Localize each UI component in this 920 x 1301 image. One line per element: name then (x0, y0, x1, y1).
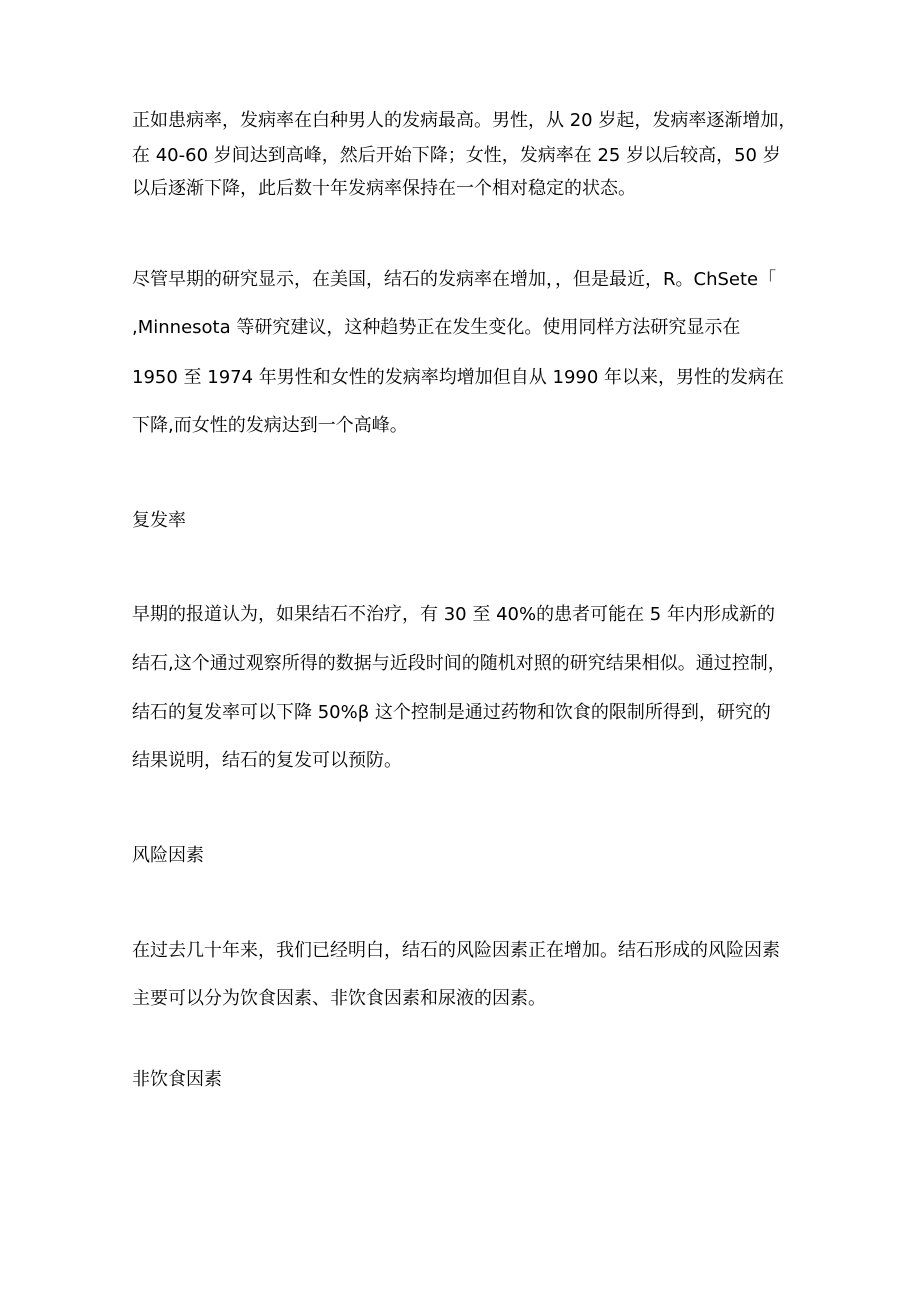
paragraph-3-line-2: 结石,这个通过观察所得的数据与近段时间的随机对照的研究结果相似。通过控制， (132, 653, 786, 674)
paragraph-2-line-4: 下降,而女性的发病达到一个高峰。 (132, 415, 408, 436)
heading-risk-factors: 风险因素 (132, 845, 204, 866)
heading-non-dietary-factors: 非饮食因素 (132, 1069, 222, 1090)
paragraph-4-line-2: 主要可以分为饮食因素、非饮食因素和尿液的因素。 (132, 988, 546, 1009)
paragraph-4-line-1: 在过去几十年来，我们已经明白，结石的风险因素正在增加。结石形成的风险因素 (132, 940, 780, 961)
paragraph-3-line-4: 结果说明，结石的复发可以预防。 (132, 750, 402, 771)
paragraph-1-line-1: 正如患病率，发病率在白种男人的发病最高。男性，从 20 岁起，发病率逐渐增加， (132, 110, 797, 131)
paragraph-3-line-3: 结石的复发率可以下降 50%β 这个控制是通过药物和饮食的限制所得到，研究的 (132, 702, 771, 723)
paragraph-1-line-3: 以后逐渐下降，此后数十年发病率保持在一个相对稳定的状态。 (132, 178, 636, 199)
paragraph-2-line-1: 尽管早期的研究显示，在美国，结石的发病率在增加，，但是最近，R。ChSete「 (132, 269, 777, 290)
paragraph-3-line-1: 早期的报道认为，如果结石不治疗，有 30 至 40%的患者可能在 5 年内形成新的 (132, 604, 775, 625)
paragraph-2-line-3: 1950 至 1974 年男性和女性的发病率均增加但自从 1990 年以来，男性的发病在 (132, 367, 785, 388)
paragraph-1-line-2: 在 40-60 岁间达到高峰，然后开始下降；女性，发病率在 25 岁以后较高，50 岁 (132, 145, 781, 166)
paragraph-2-line-2: ,Minnesota 等研究建议，这种趋势正在发生变化。使用同样方法研究显示在 (132, 317, 741, 338)
heading-recurrence-rate: 复发率 (132, 510, 186, 531)
